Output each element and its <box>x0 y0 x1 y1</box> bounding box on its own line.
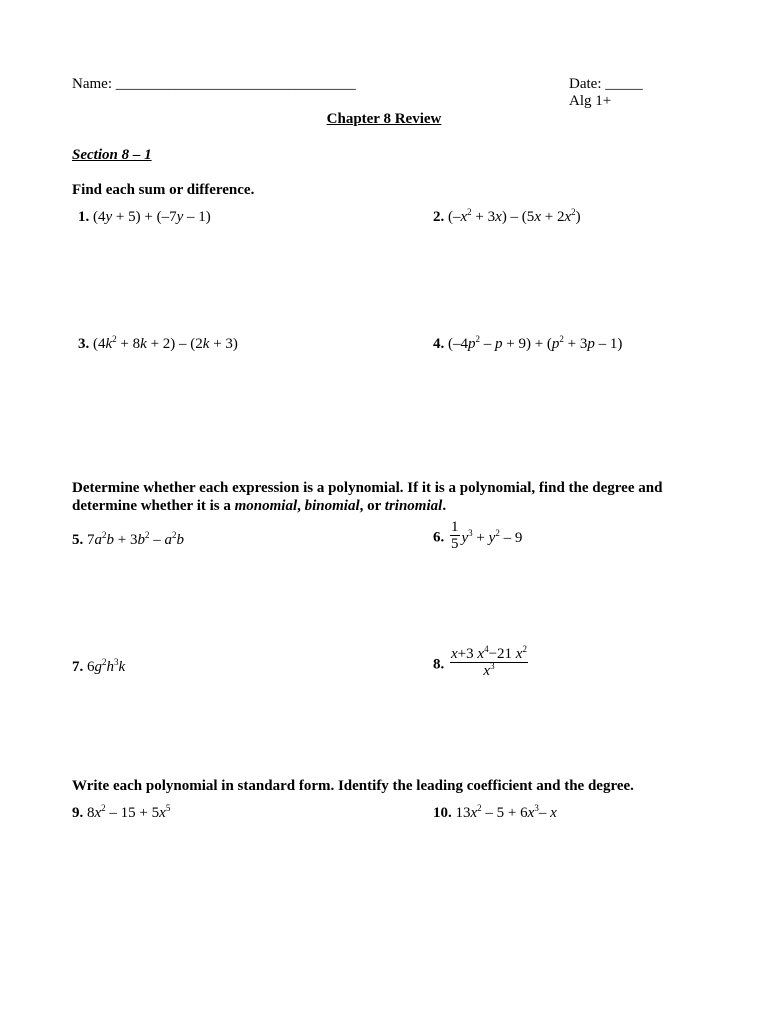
problem-expression: $8x^2 - 15 + 5x^5$ <box>87 803 171 821</box>
fraction <box>450 646 528 679</box>
date-blank[interactable]: _____ <box>605 76 643 92</box>
problem-8 <box>433 644 530 681</box>
problem-expression: $6g^2h^3k$ <box>87 657 126 675</box>
problem-number: 8. <box>433 656 445 673</box>
problem-number: 3. <box>78 336 90 352</box>
problem-3 <box>78 335 238 353</box>
problem-2 <box>433 208 581 226</box>
instruction-standard-form: Write each polynomial in standard form. Identify the leading coefficient and the degree. <box>72 778 634 794</box>
problem-number: 4. <box>433 336 445 352</box>
section-heading: Section 8 – 1 <box>72 147 152 163</box>
page-title: Chapter 8 Review <box>326 111 442 127</box>
class-label: Alg 1+ <box>569 93 612 109</box>
instruction-polynomial: Determine whether each expression is a polynomial. If it is a polynomial, find the degree and determine whether it is a monomial, binomial, or trinomial. <box>72 480 663 514</box>
problem-10 <box>433 804 557 822</box>
problem-number: 9. <box>72 805 84 821</box>
problem-6 <box>433 521 522 554</box>
fraction: $\frac{1}{5}$ <box>451 519 459 552</box>
date-label: Date: <box>569 76 602 92</box>
problem-number: 1. <box>78 209 90 225</box>
problem-5 <box>72 531 184 549</box>
problem-expression: $y^3 + y^2 - 9$ <box>461 527 523 546</box>
problem-expression: (4y + 5) + (–7y – 1) <box>93 209 211 225</box>
problem-expression: $(-4p^2 - p + 9) + (p^2 + 3p - 1)$ <box>448 334 623 352</box>
problem-4 <box>433 335 622 353</box>
name-line <box>72 76 356 93</box>
problem-expression: $(-x^2 + 3x) - (5x + 2x^2)$ <box>448 207 581 225</box>
problem-expression: $(4k^2 + 8k + 2) - (2k + 3)$ <box>93 334 238 352</box>
problem-7 <box>72 658 125 676</box>
instruction-sum-difference: Find each sum or difference. <box>72 182 255 198</box>
problem-1 <box>78 208 211 226</box>
fraction-numerator: x+3 $x^4-21$ $x^2$ <box>451 644 527 662</box>
problem-expression: $13x^2 - 5 + 6x^3-$ x <box>455 803 557 821</box>
problem-number: 6. <box>433 529 445 546</box>
problem-number: 10. <box>433 805 452 821</box>
name-blank[interactable]: ________________________________ <box>115 76 356 92</box>
problem-expression: $7a^2b + 3b^2 - a^2b$ <box>87 530 184 548</box>
problem-9 <box>72 804 170 822</box>
problem-number: 2. <box>433 209 445 225</box>
problem-number: 5. <box>72 532 84 548</box>
name-label: Name: <box>72 76 112 92</box>
date-line <box>569 76 643 93</box>
fraction-denominator: $x^3$ <box>483 661 495 679</box>
problem-number: 7. <box>72 659 84 675</box>
